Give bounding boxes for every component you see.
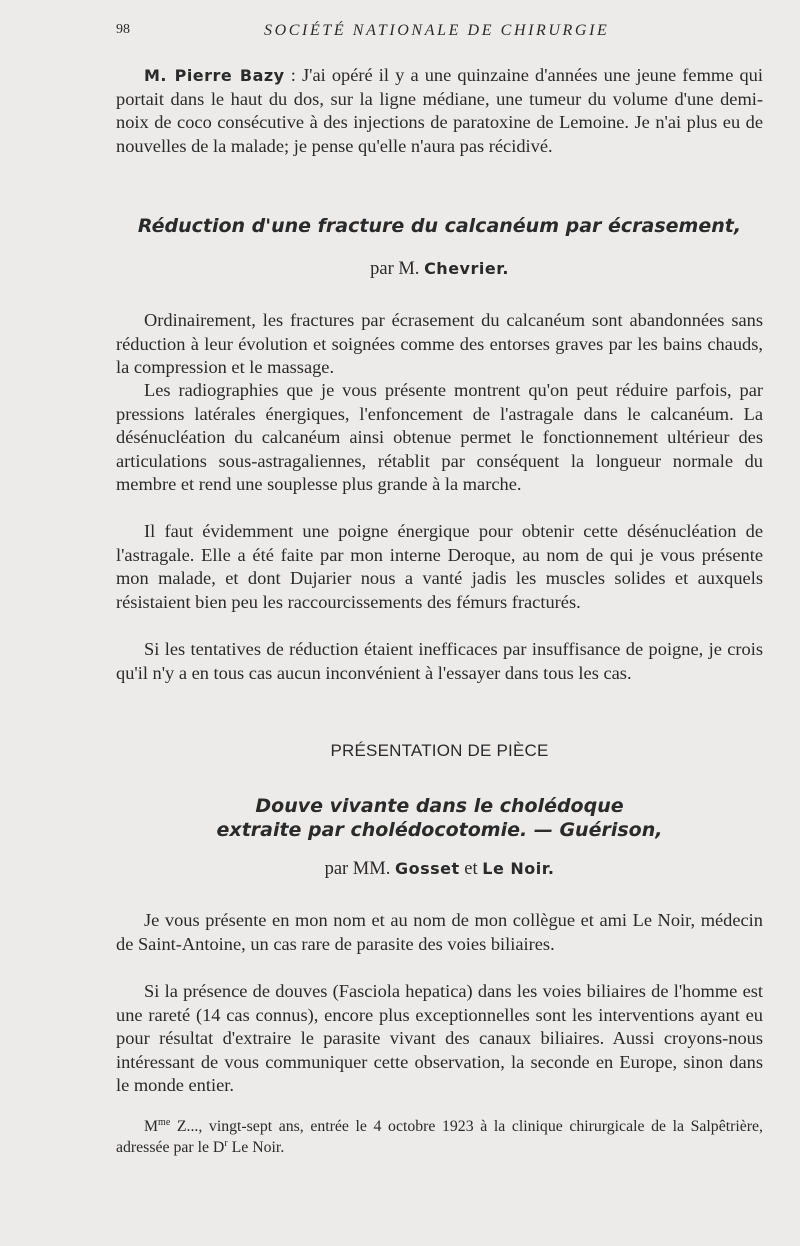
bazy-remark xyxy=(116,64,763,158)
author-name: Le Noir. xyxy=(482,859,555,878)
section-heading: PRÉSENTATION DE PIÈCE xyxy=(330,741,549,760)
article-title-line: Douve vivante dans le cholédoque xyxy=(255,795,624,817)
paragraph: Si la présence de douves (Fasciola hepatica) dans les voies biliaires de l'homme est une rareté (14 cas connus), encore plus exceptionnelles sont les interventions ayant eu pour résultat d'extraire le parasite vivant des canaux biliaires. Aussi croyons-nous intéressant de vous communiquer cette observation, la seconde en Europe, sinon dans le monde entier. xyxy=(116,981,763,1095)
bazy-remark-text: : J'ai opéré il y a une quinzaine d'années une jeune femme qui portait dans le haut du dos, sur la ligne médiane, une tumeur du volume d'une demi-noix de coco consécutive à des injections de paratoxine de Lemoine. Je n'ai plus eu de nouvelles de la malade; je pense qu'elle n'aura pas récidivé. xyxy=(116,65,763,156)
patient-title: M xyxy=(144,1118,159,1135)
paragraph: Les radiographies que je vous présente montrent qu'on peut réduire parfois, par pressions latérales énergiques, l'enfoncement de l'astragale dans le calcanéum. La désénucléation du calcanéum ainsi obtenue permet le fonctionnement ultérieur des articulations sous-astragaliennes, rétablit par conséquent la longueur normale du membre et rend une souplesse plus grande à la marche. xyxy=(116,380,763,494)
observation-text: Z..., vingt-sept ans, entrée le 4 octobre 1923 à la clinique chirurgicale de la Salpêtrière, adressée par le D xyxy=(116,1118,763,1156)
byline-prefix: par MM. xyxy=(324,859,395,879)
author-name: Chevrier. xyxy=(424,259,509,278)
article-title xyxy=(116,794,763,842)
article-title: Réduction d'une fracture du calcanéum par écrasement, xyxy=(137,215,742,237)
superscript: r xyxy=(224,1138,228,1149)
paragraph: Il faut évidemment une poigne énergique pour obtenir cette désénucléation de l'astragale. Elle a été faite par mon interne Deroque, au nom de qui je vous présente mon malade, et dont Dujarier nous a vanté jadis les muscles solides et auxquels résistaient bien peu les raccourcissements des fémurs fracturés. xyxy=(116,521,763,612)
page-header xyxy=(116,22,766,42)
running-title: SOCIÉTÉ NATIONALE DE CHIRURGIE xyxy=(264,22,610,39)
observation-paragraph xyxy=(116,1116,763,1158)
article-byline xyxy=(116,259,763,280)
page-number: 98 xyxy=(116,22,130,37)
byline-prefix: par M. xyxy=(370,259,425,279)
paragraph: Ordinairement, les fractures par écrasement du calcanéum sont abandonnées sans réduction à leur évolution et soignées comme des entorses graves par les bains chauds, la compression et le massage. xyxy=(116,310,763,377)
article-byline xyxy=(116,859,763,880)
byline-conjunction: et xyxy=(459,859,483,879)
observation-text: Le Noir. xyxy=(227,1139,285,1156)
paragraph: Si les tentatives de réduction étaient inefficaces par insuffisance de poigne, je crois qu'il n'y a en tous cas aucun inconvénient à l'essayer dans tous les cas. xyxy=(116,639,763,683)
superscript: me xyxy=(158,1117,171,1128)
article-title-line: extraite par cholédocotomie. — Guérison, xyxy=(216,819,663,841)
speaker-name: M. Pierre Bazy xyxy=(144,66,285,85)
author-name: Gosset xyxy=(394,859,460,878)
paragraph: Je vous présente en mon nom et au nom de mon collègue et ami Le Noir, médecin de Saint-Antoine, un cas rare de parasite des voies biliaires. xyxy=(116,910,763,954)
